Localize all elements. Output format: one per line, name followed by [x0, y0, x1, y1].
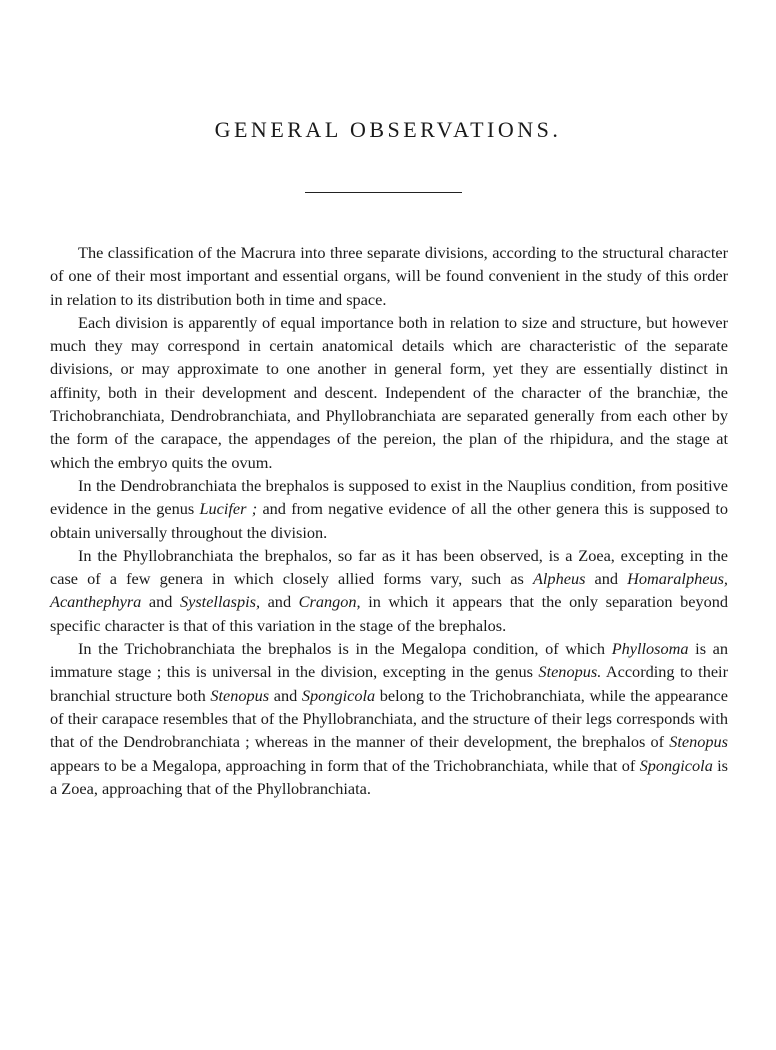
genus-name: Spongicola: [301, 685, 376, 705]
paragraph-5-text: is an immature stage ; this is universal in the division, excepting in the genus: [50, 639, 729, 682]
genus-name: Alpheus: [532, 569, 586, 589]
paragraph-3-text: In the Dendrobranchiata the brephalos is supposed to exist in the Nauplius condition, from positive evidence in the genus: [50, 475, 728, 519]
genus-name: Phyllosoma: [611, 639, 689, 659]
body-text: [50, 241, 728, 800]
paragraph-2: Each division is apparently of equal importance both in relation to size and structure, but however much they may correspond in certain anatomical details which are characteristic of the separate divisions, or may approximate to one another in general form, yet they are essentially distinct in affinity, both in their development and descent. Independent of the character of the branchiæ, the Trichobranchiata, Dendrobranchiata, and Phyllobranchiata are separated generally from each other by the form of the carapace, the appendages of the pereion, the plan of the rhipidura, and the stage at which the embryo quits the ovum.: [50, 312, 728, 472]
paragraph-4-text: and: [260, 592, 299, 612]
paragraph-4-text: in which it appears that the only separation beyond specific character is that of this variation in the stage of the brephalos.: [50, 592, 729, 635]
paragraph-5-text: and: [269, 685, 302, 705]
genus-name: Crangon,: [298, 592, 361, 612]
paragraph-4: [50, 544, 728, 637]
genus-name: Stenopus: [210, 685, 270, 705]
genus-name: Systellaspis,: [179, 592, 261, 612]
paragraph-4-text: and: [585, 569, 628, 589]
title-divider: [305, 192, 462, 193]
paragraph-5-text: According to their branchial structure both: [50, 662, 729, 705]
genus-name: Spongicola: [639, 755, 713, 775]
paragraph-3: [50, 474, 728, 544]
paragraph-5-text: belong to the Trichobranchiata, while the appearance of their carapace resembles that of the Phyllobranchiata, and the structure of their legs corresponds with that of the Dendrobranchiata ; whereas in the manner of their development, the brephalos of: [50, 685, 728, 752]
genus-name: Stenopus.: [538, 662, 602, 682]
paragraph-1: The classification of the Macrura into three separate divisions, according to the structural character of one of their most important and essential organs, will be found convenient in the study of this order in relation to its distribution both in time and space.: [50, 243, 728, 309]
genus-name: Stenopus: [669, 732, 728, 752]
paragraph-4-text: In the Phyllobranchiata the brephalos, so far as it has been observed, is a Zoea, excepting in the case of a few genera in which closely allied forms vary, such as: [50, 545, 728, 589]
paragraph-3-text: and from negative evidence of all the other genera this is supposed to obtain universally throughout the division.: [50, 499, 728, 542]
paragraph-5: [50, 637, 728, 800]
paragraph-5-text: is a Zoea, approaching that of the Phyllobranchiata.: [50, 755, 728, 798]
paragraph-5-text: appears to be a Megalopa, approaching in form that of the Trichobranchiata, while that of: [50, 755, 640, 775]
page-title: GENERAL OBSERVATIONS.: [214, 117, 562, 142]
genus-name: Lucifer ;: [199, 499, 258, 519]
paragraph-4-text: and: [141, 592, 180, 612]
genus-name: Homaralpheus, Acanthephyra: [50, 569, 728, 612]
paragraph-5-text: In the Trichobranchiata the brephalos is in the Megalopa condition, of which: [78, 639, 612, 659]
